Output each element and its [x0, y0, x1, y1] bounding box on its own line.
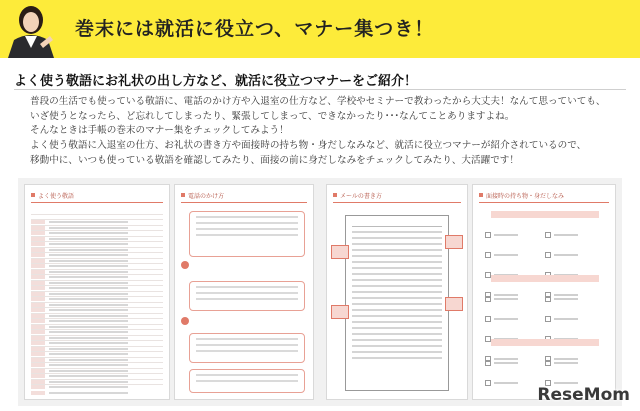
- section-headline: よく使う敬語にお礼状の出し方など、就活に役立つマナーをご紹介！: [14, 74, 418, 89]
- dialogue-bubble: [189, 369, 305, 393]
- divider: [14, 89, 626, 90]
- section-label: 電話のかけ方: [181, 191, 307, 203]
- section-label: よく使う敬語: [31, 191, 163, 203]
- dialogue-bubble: [189, 211, 305, 257]
- banner-title: 巻末には就活に役立つ、マナー集つき！: [75, 18, 435, 40]
- body-line: よく使う敬語に入退室の仕方、お礼状の書き方や面接時の持ち物・身だしなみなど、就活に役立つマナーが紹介されているので、: [30, 140, 587, 152]
- top-banner: [0, 0, 640, 58]
- page-keigo: [24, 184, 170, 400]
- phone-icon: [181, 317, 189, 325]
- article-body: [30, 95, 626, 169]
- phone-icon: [181, 261, 189, 269]
- body-line: いざ使うとなったら、ど忘れしてしまったり、緊張してしまって、できなかったり･･･なんてことありますよね。: [30, 110, 515, 122]
- annotation-tag: [445, 297, 463, 311]
- section-label: 面接時の持ち物・身だしなみ: [479, 191, 609, 203]
- annotation-tag: [331, 245, 349, 259]
- page-phone: [174, 184, 314, 400]
- mail-sample: [345, 215, 449, 391]
- businesswoman-illustration: [0, 0, 60, 58]
- body-line: そんなときは手帳の巻末のマナー集をチェックしてみよう！: [30, 125, 289, 137]
- body-line: 普段の生活でも使っている敬語に、電話のかけ方や入退室の仕方など、学校やセミナーで教わったから大丈夫！なんて思っていても、: [30, 96, 606, 107]
- resemom-logo: ReseMom: [537, 385, 630, 405]
- annotation-tag: [445, 235, 463, 249]
- annotation-tag: [331, 305, 349, 319]
- page-mail: [326, 184, 468, 400]
- dialogue-bubble: [189, 281, 305, 311]
- manner-pages-preview: [18, 178, 622, 406]
- section-label: メールの書き方: [333, 191, 461, 203]
- keigo-table: [31, 209, 163, 391]
- dialogue-bubble: [189, 333, 305, 363]
- page-interview-checklist: [472, 184, 616, 400]
- body-line: 移動中に、いつも使っている敬語を確認してみたり、面接の前に身だしなみをチェックしてみたり、大活躍です！: [30, 154, 519, 166]
